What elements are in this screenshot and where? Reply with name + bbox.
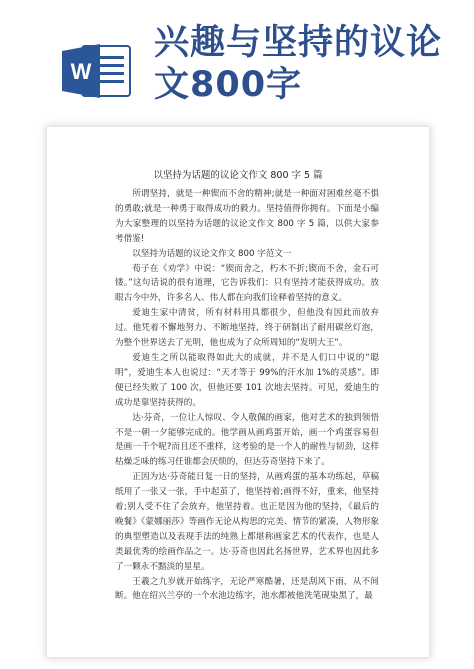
document-body (115, 187, 379, 604)
page-title: 兴趣与坚持的议论文800字 (154, 23, 443, 105)
document-page (46, 126, 430, 658)
paragraph: 爱迪生家中清贫，所有材料用具都很少，但他没有因此而放弃过。他凭着不懈地努力、不断地坚持，终于研制出了耐用碳丝灯泡，为整个世界送去了光明，他也成为了众所周知的“发明大王”。 (115, 308, 379, 349)
paragraph: 所谓坚持，就是一种锲而不舍的精神;就是一种面对困难丝毫不惧的勇敢;就是一种勇于取得成功的毅力。坚持值得你拥有。下面是小编为大家整理的以坚持为话题的议论文作文 800 字 5 篇，以供大家参考借鉴! (115, 189, 379, 244)
header-banner (0, 0, 474, 130)
paragraph: 王羲之九岁就开始练字，无论严寒酷暑，还是刮风下雨，从不间断。他在绍兴兰亭的一个水池边练字，池水都被他洗笔砚染黑了，最 (115, 576, 379, 602)
logo-letter: W (70, 59, 92, 84)
paragraph: 达·芬奇，一位让人惊叹、令人敬佩的画家，他对艺术的独到领悟不是一朝一夕能够完成的。他学画从画鸡蛋开始，画一个鸡蛋容易但是画一千个呢?而且还不重样，这考验的是一个人的耐性与韧劲，这样枯燥乏味的练习任谁都会厌烦的，但达芬奇坚持下来了。 (115, 412, 379, 468)
paragraph: 爱迪生之所以能取得如此大的成就，并不是人们口中说的“聪明”，爱迪生本人也说过：“天才等于 99%的汗水加 1%的灵感”。即便已经失败了 100 次，但他还要 101 次地去坚持。可见，爱迪生的成功是靠坚持获得的。 (115, 352, 379, 408)
paragraph: 荀子在《劝学》中说：“锲而舍之，朽木不折;锲而不舍，金石可镂。”这句话说的很有道理，它告诉我们：只有坚持才能获得成功。放眼古今中外，许多名人、伟人都在向我们诠释着坚持的意义。 (115, 263, 379, 304)
document-title: 以坚持为话题的议论文作文 800 字 5 篇 (153, 170, 323, 181)
paragraph: 以坚持为话题的议论文作文 800 字范文一 (132, 248, 292, 259)
word-logo-icon (60, 42, 132, 100)
paragraph: 正因为达·芬奇能日复一日的坚持，从画鸡蛋的基本功练起，草稿纸用了一张又一张，手中起茧了，他坚持着;画得不好，重来，他坚持着;别人受不住了会放弃，他坚持着。也正是因为他的坚持，《最后的晚餐》《蒙娜丽莎》等画作无论从构思的完美、情节的紧凑，人物形象的典型塑造以及表现手法的纯熟上都堪称画家艺术的代表作，也是人类最优秀的绘画作品之一。达·芬奇也因此名扬世界，艺术界也因此多了一颗永不黯淡的星星。 (115, 472, 379, 572)
